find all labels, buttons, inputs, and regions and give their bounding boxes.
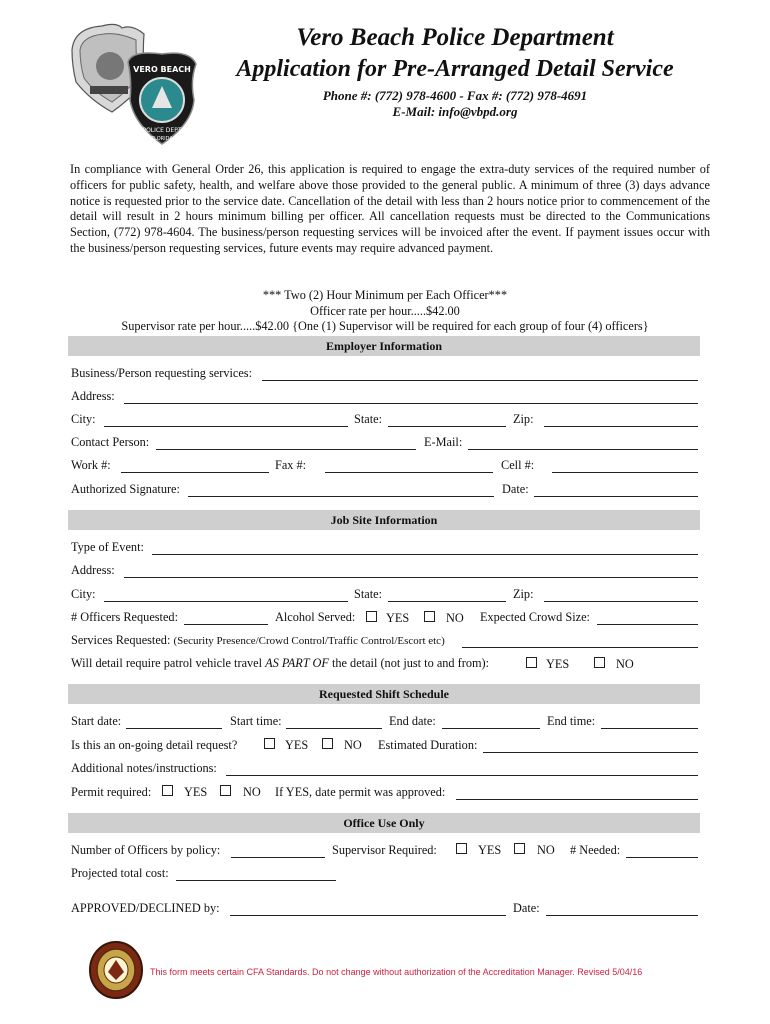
needed-label: # Needed: [570, 843, 621, 857]
vehicle-travel-label [71, 656, 489, 671]
vehicle-yes-label: YES [546, 657, 570, 671]
approved-date-label: Date: [513, 901, 540, 915]
policy-officers-field[interactable] [231, 857, 325, 858]
cell-label: Cell #: [501, 458, 535, 472]
vehicle-yes-checkbox[interactable] [526, 657, 537, 668]
start-date-field[interactable] [126, 728, 222, 729]
phone-fax: Phone #: (772) 978-4600 - Fax #: (772) 978-4691 [322, 88, 588, 103]
intro-paragraph: In compliance with General Order 26, this application is required to engage the extra-duty services of the required number of officers for public safety, health, and welfare above those provided to the general public. A minimum of three (3) days advance notice is requested prior to the service date. Cancellation of the detail with less than 2 hours notice prior to commencement of the detail will result in 2 hours minimum billing per officer. All cancellation requests must be directed to the Communications Section, (772) 978-4604. The business/person requesting services will be invoiced after the event. If payment issues occur with the business/person requesting services, future events may require advanced payment. [70, 162, 710, 255]
state-field[interactable] [388, 426, 506, 427]
approved-by-field[interactable] [230, 915, 506, 916]
email-label: E-Mail: [424, 435, 463, 449]
crowd-size-field[interactable] [597, 624, 698, 625]
accreditation-seal-logo [88, 940, 144, 1000]
start-date-label: Start date: [71, 714, 122, 728]
fax-label: Fax #: [275, 458, 307, 472]
state-label: State: [354, 412, 383, 426]
rate-officer: Officer rate per hour.....$42.00 [310, 303, 460, 318]
form-title: Vero Beach Police Department [296, 24, 614, 51]
duration-label: Estimated Duration: [378, 738, 478, 752]
projected-cost-field[interactable] [176, 880, 336, 881]
jobsite-zip-field[interactable] [544, 601, 698, 602]
ongoing-yes-label: YES [285, 738, 309, 752]
end-date-label: End date: [389, 714, 436, 728]
rates-block [70, 288, 700, 335]
business-label: Business/Person requesting services: [71, 366, 253, 380]
permit-yes-checkbox[interactable] [162, 785, 173, 796]
work-phone-label: Work #: [71, 458, 111, 472]
jobsite-city-field[interactable] [104, 601, 348, 602]
alcohol-yes-label: YES [386, 611, 410, 625]
signature-field[interactable] [188, 496, 494, 497]
email-field[interactable] [468, 449, 698, 450]
permit-date-label: If YES, date permit was approved: [275, 785, 446, 799]
jobsite-state-field[interactable] [388, 601, 506, 602]
event-type-field[interactable] [152, 554, 698, 555]
contact-person-label: Contact Person: [71, 435, 150, 449]
police-badges-logo [62, 20, 202, 148]
work-phone-field[interactable] [121, 472, 269, 473]
approved-date-field[interactable] [546, 915, 698, 916]
city-field[interactable] [104, 426, 348, 427]
jobsite-zip-label: Zip: [513, 587, 534, 601]
rate-supervisor: Supervisor rate per hour.....$42.00 {One (1) Supervisor will be required for each group of four (4) officers} [121, 319, 649, 333]
badge-text-state: FLORIDA [151, 136, 173, 142]
zip-field[interactable] [544, 426, 698, 427]
alcohol-no-label: NO [446, 611, 464, 625]
vehicle-text-emphasis: AS PART OF [265, 656, 329, 670]
form-subtitle: Application for Pre-Arranged Detail Service [236, 56, 674, 82]
start-time-field[interactable] [286, 728, 382, 729]
notes-label: Additional notes/instructions: [71, 761, 217, 775]
footer-note: This form meets certain CFA Standards. Do not change without authorization of the Accreditation Manager. Revised 5/04/16 [150, 967, 643, 977]
approved-by-label: APPROVED/DECLINED by: [71, 901, 220, 915]
vehicle-text-pre: Will detail require patrol vehicle travel [71, 656, 266, 670]
alcohol-served-label: Alcohol Served: [275, 610, 356, 624]
start-time-label: Start time: [230, 714, 282, 728]
signature-label: Authorized Signature: [71, 482, 180, 496]
email-contact: E-Mail: info@vbpd.org [392, 104, 518, 119]
services-requested-label [71, 633, 445, 649]
supervisor-yes-label: YES [478, 843, 502, 857]
services-hint: (Security Presence/Crowd Control/Traffic Control/Escort etc) [173, 635, 445, 647]
supervisor-required-label: Supervisor Required: [332, 843, 437, 857]
business-field[interactable] [262, 380, 698, 381]
badge-text-top: VERO BEACH [133, 65, 191, 74]
needed-field[interactable] [626, 857, 698, 858]
vehicle-text-post: the detail (not just to and from): [328, 656, 490, 670]
jobsite-state-label: State: [354, 587, 383, 601]
permit-label: Permit required: [71, 785, 152, 799]
end-time-field[interactable] [601, 728, 698, 729]
supervisor-no-label: NO [537, 843, 555, 857]
ongoing-label: Is this an on-going detail request? [71, 738, 238, 752]
officers-requested-field[interactable] [184, 624, 268, 625]
city-label: City: [71, 412, 96, 426]
zip-label: Zip: [513, 412, 534, 426]
ongoing-no-label: NO [344, 738, 362, 752]
permit-date-field[interactable] [456, 799, 698, 800]
address-label: Address: [71, 389, 115, 403]
officers-requested-label: # Officers Requested: [71, 610, 178, 624]
event-type-label: Type of Event: [71, 540, 144, 554]
supervisor-no-checkbox[interactable] [514, 843, 525, 854]
projected-cost-label: Projected total cost: [71, 866, 169, 880]
supervisor-yes-checkbox[interactable] [456, 843, 467, 854]
duration-field[interactable] [483, 752, 698, 753]
badge-text-bottom: POLICE DEPT [142, 127, 182, 134]
jobsite-section-header: Job Site Information [68, 510, 700, 530]
policy-officers-label: Number of Officers by policy: [71, 843, 221, 857]
signature-date-field[interactable] [534, 496, 698, 497]
address-field[interactable] [124, 403, 698, 404]
shift-section-header: Requested Shift Schedule [68, 684, 700, 704]
permit-yes-label: YES [184, 785, 208, 799]
vehicle-no-checkbox[interactable] [594, 657, 605, 668]
end-time-label: End time: [547, 714, 596, 728]
crowd-size-label: Expected Crowd Size: [480, 610, 590, 624]
office-section-header: Office Use Only [68, 813, 700, 833]
jobsite-address-label: Address: [71, 563, 115, 577]
permit-no-checkbox[interactable] [220, 785, 231, 796]
alcohol-no-checkbox[interactable] [424, 611, 435, 622]
ongoing-yes-checkbox[interactable] [264, 738, 275, 749]
alcohol-yes-checkbox[interactable] [366, 611, 377, 622]
services-label-text: Services Requested: [71, 633, 171, 647]
permit-no-label: NO [243, 785, 261, 799]
end-date-field[interactable] [442, 728, 540, 729]
jobsite-address-field[interactable] [124, 577, 698, 578]
ongoing-no-checkbox[interactable] [322, 738, 333, 749]
rate-minimum: *** Two (2) Hour Minimum per Each Officer*** [262, 288, 508, 302]
employer-section-header: Employer Information [68, 336, 700, 356]
cell-field[interactable] [552, 472, 698, 473]
fax-field[interactable] [325, 472, 493, 473]
services-requested-field[interactable] [462, 647, 698, 648]
signature-date-label: Date: [502, 482, 529, 496]
notes-field[interactable] [226, 775, 698, 776]
jobsite-city-label: City: [71, 587, 96, 601]
contact-person-field[interactable] [156, 449, 416, 450]
vehicle-no-label: NO [616, 657, 634, 671]
